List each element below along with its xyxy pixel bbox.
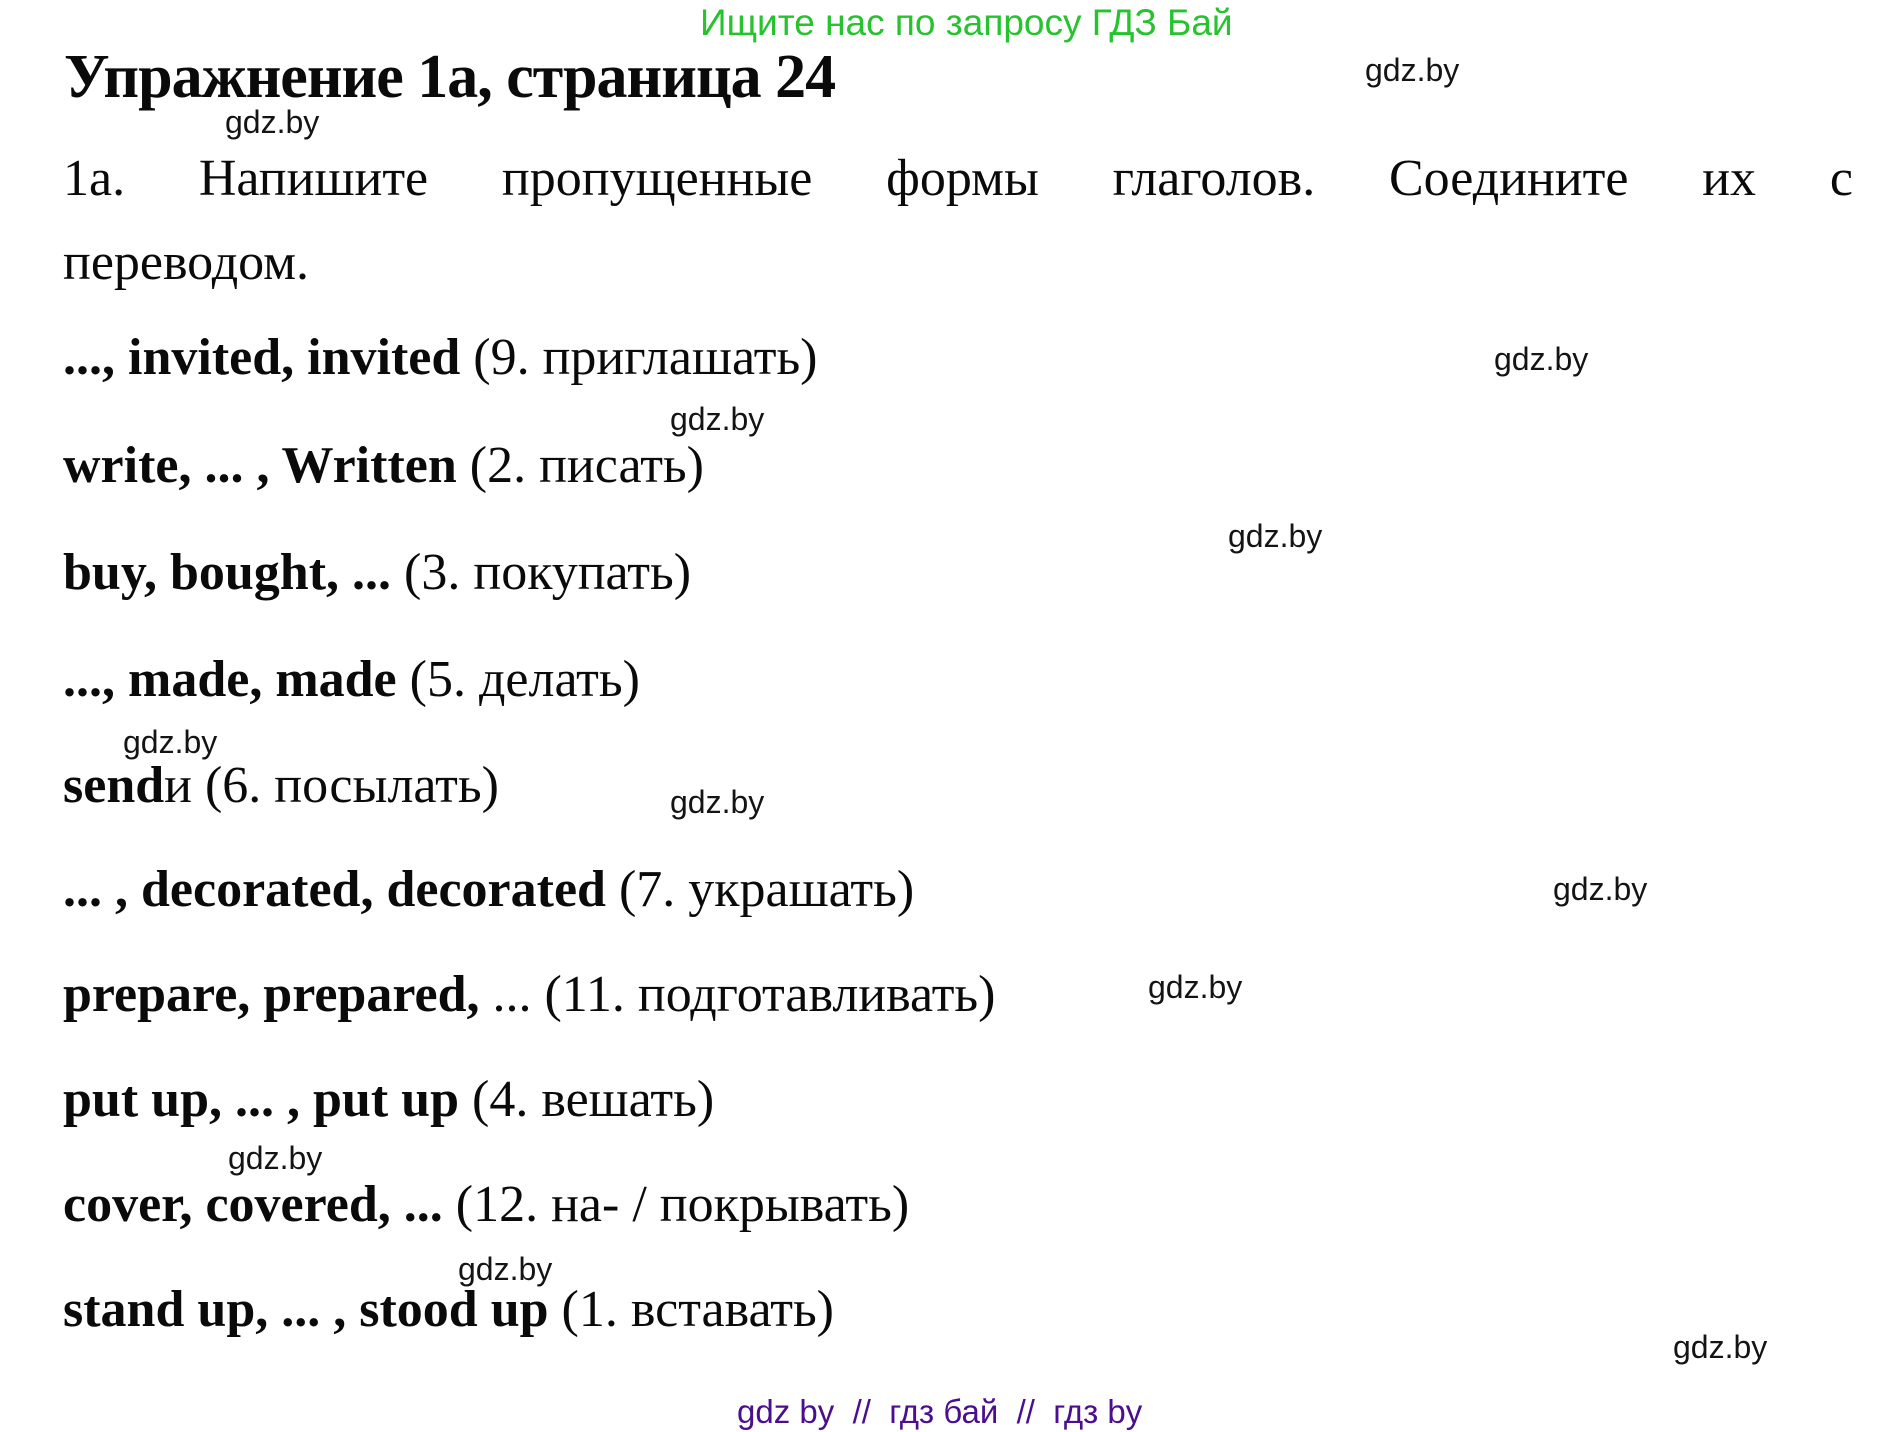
verb-line <box>63 1069 714 1131</box>
instruction-word: 1а. <box>63 150 126 207</box>
verb-line <box>63 964 995 1026</box>
verb-forms-text: ..., made, made <box>63 651 397 708</box>
translation-text: и (6. посылать) <box>164 757 499 814</box>
verb-forms-text: ... , decorated, decorated <box>63 861 606 918</box>
verb-line <box>63 435 704 497</box>
instruction-word: с <box>1829 150 1853 207</box>
translation-text: (2. писать) <box>456 437 704 494</box>
translation-text: (5. делать) <box>396 651 640 708</box>
verb-forms-text: prepare, prepared, <box>63 966 480 1023</box>
instruction-word: Соедините <box>1388 150 1629 207</box>
translation-text: ... (11. подготавливать) <box>479 966 996 1023</box>
translation-text: (4. вешать) <box>459 1071 715 1128</box>
gdz-watermark: gdz.by <box>228 1140 323 1176</box>
verb-forms-text: cover, covered, ... <box>63 1176 443 1233</box>
instruction-line-1 <box>63 148 1853 210</box>
gdz-watermark: gdz.by <box>458 1251 553 1287</box>
gdz-watermark: gdz.by <box>1228 518 1323 554</box>
gdz-watermark: gdz.by <box>670 784 765 820</box>
page-title: Упражнение 1а, страница 24 <box>64 43 836 111</box>
verb-forms-text: write, ... , Written <box>63 437 457 494</box>
instruction-word: их <box>1702 150 1757 207</box>
gdz-watermark: gdz.by <box>1673 1329 1768 1365</box>
translation-text: (12. на- / покрывать) <box>442 1176 910 1233</box>
gdz-watermark: gdz.by <box>1553 871 1648 907</box>
translation-text: (3. покупать) <box>391 544 692 601</box>
verb-forms-text: buy, bought, ... <box>63 544 392 601</box>
gdz-watermark: gdz.by <box>123 724 218 760</box>
gdz-watermark: gdz.by <box>1365 52 1460 88</box>
verb-line <box>63 1279 834 1341</box>
instruction-word: формы <box>886 150 1039 207</box>
verb-line <box>63 755 499 817</box>
translation-text: (1. вставать) <box>548 1281 834 1338</box>
gdz-watermark: gdz.by <box>1148 969 1243 1005</box>
instruction-word: пропущенные <box>501 150 813 207</box>
footer-sites: gdz by // гдз бай // гдз by <box>737 1393 1143 1430</box>
gdz-watermark: gdz.by <box>225 104 320 140</box>
promo-banner-text: Ищите нас по запросу ГДЗ Бай <box>700 2 1233 43</box>
translation-text: (7. украшать) <box>605 861 915 918</box>
instruction-word: глаголов. <box>1112 150 1316 207</box>
verb-line <box>63 649 640 711</box>
verb-line <box>63 327 818 389</box>
verb-line <box>63 542 691 604</box>
verb-forms-text: put up, ... , put up <box>63 1071 459 1128</box>
verb-forms-text: send <box>63 757 165 814</box>
gdz-watermark: gdz.by <box>1494 341 1589 377</box>
translation-text: (9. приглашать) <box>460 329 818 386</box>
instruction-word: Напишите <box>198 150 429 207</box>
verb-forms-text: ..., invited, invited <box>63 329 461 386</box>
instruction-line-2: переводом. <box>63 234 310 291</box>
gdz-watermark: gdz.by <box>670 401 765 437</box>
verb-forms-text: stand up, ... , stood up <box>63 1281 549 1338</box>
verb-line <box>63 859 914 921</box>
verb-line <box>63 1174 909 1236</box>
